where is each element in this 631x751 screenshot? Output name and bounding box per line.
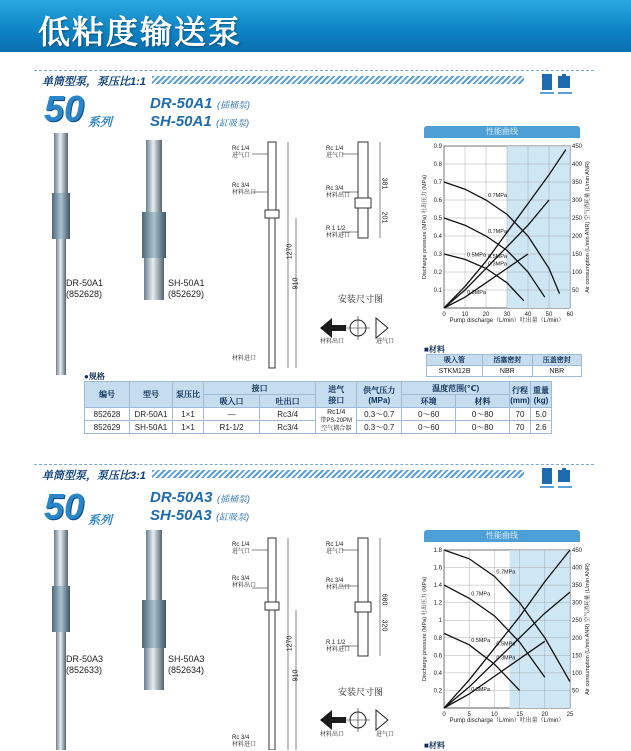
y-axis-label: Discharge pressure (MPa) 吐出压力 (MPa) (422, 576, 428, 682)
spec-head: 编号 (85, 382, 130, 408)
y2-tick-label: 350 (572, 583, 583, 590)
y-tick-label: 0.2 (433, 688, 442, 695)
page-title: 低粘度输送泵 (38, 13, 243, 51)
specs-table (84, 381, 552, 434)
y-tick-label: 1.8 (433, 548, 442, 554)
sh-inlet-label: R 1 1/2 材料进口 (326, 226, 351, 239)
dr-bottom-label: 材料进口 (232, 356, 257, 362)
dim-tube: 910 (292, 277, 300, 290)
x-tick-label: 50 (545, 312, 553, 318)
sh-pump-image (138, 530, 170, 690)
y2-tick-label: 200 (572, 234, 583, 240)
table-row: 852628 DR-50A1 1×1 — Rc3/4 Rc1/4 带PS-20PM 空气耦合器 0.3～0.7 0～60 0～80 70 5.0 (85, 408, 552, 421)
sh-pump-label: SH-50A1 (852629) (168, 278, 205, 299)
y2-tick-label: 450 (572, 144, 583, 150)
materials-col: 压盖密封 (532, 355, 581, 366)
y-tick-label: 0.6 (433, 198, 442, 204)
spec-head: 温度范围(℃) (402, 382, 510, 395)
y2-tick-label: 100 (572, 270, 583, 276)
spec-head: 行程 (mm) (510, 382, 531, 408)
sh-pump-image (138, 140, 170, 300)
x-tick-label: 0 (442, 312, 446, 318)
dr-air-inlet-label: Rc 1/4 进气口 (232, 146, 251, 159)
series-label: 0.7MPa (496, 569, 516, 576)
y-tick-label: 0.8 (433, 635, 442, 642)
y-tick-label: 0.5 (433, 216, 442, 222)
series-label: 0.3MPa (488, 261, 507, 268)
sh-outlet-label: Rc 3/4 材料出口 (326, 578, 351, 591)
y2-tick-label: 200 (572, 635, 583, 642)
chart-title: 性能曲线 (424, 530, 580, 542)
shaded-region (510, 550, 570, 708)
series-label: 0.7MPa (488, 193, 507, 199)
spec-head: 吸入口 (204, 395, 260, 408)
y2-tick-label: 150 (572, 653, 583, 660)
dr-pump-image (50, 133, 72, 375)
dim-tube: 910 (292, 669, 300, 682)
y-tick-label: 0.9 (433, 144, 442, 150)
y2-tick-label: 50 (572, 288, 579, 294)
materials-table (426, 354, 582, 377)
sh-dim-a: 680 (380, 593, 388, 606)
materials-cell: STKM12B (427, 366, 483, 377)
x-tick-label: 40 (524, 312, 532, 318)
y2-tick-label: 400 (572, 565, 583, 572)
sh-dim-b: 320 (380, 619, 388, 632)
series-label: 0.5MPa (471, 637, 491, 644)
performance-chart (420, 138, 592, 338)
performance-chart (420, 542, 592, 738)
materials-cell: NBR (532, 366, 581, 377)
sh-dim-b: 201 (380, 211, 388, 224)
y-tick-label: 1.4 (433, 583, 442, 590)
install-in-label: 进气口 (376, 732, 395, 738)
spec-head: 重量 (kg) (531, 382, 552, 408)
y2-tick-label: 250 (572, 618, 583, 625)
y-tick-label: 0.4 (433, 670, 442, 677)
section-divider (34, 70, 594, 71)
sh-air-inlet-label: Rc 1/4 进气口 (326, 542, 345, 555)
heading-hatch (152, 470, 524, 478)
sh-inlet-label: R 1 1/2 材料进口 (326, 640, 351, 653)
dr-outlet-label: Rc 3/4 材料出口 (232, 576, 257, 589)
y-tick-label: 0.6 (433, 653, 442, 660)
series-label: 0.5MPa (488, 254, 507, 261)
spec-head: 供气压力 (MPa) (357, 382, 402, 408)
y-tick-label: 0.8 (433, 162, 442, 168)
y-tick-label: 0.2 (433, 270, 442, 276)
series-word: 系列 (88, 513, 113, 527)
specs-heading: ●规格 (84, 372, 105, 381)
x-tick-label: 20 (482, 312, 490, 318)
install-out-label: 材料出口 (320, 732, 345, 738)
sh-outlet-label: Rc 3/4 材料出口 (326, 186, 351, 199)
install-in-label: 进气口 (376, 339, 395, 345)
y2-tick-label: 250 (572, 216, 583, 222)
materials-col: 活塞密封 (483, 355, 532, 366)
install-out-label: 材料出口 (320, 339, 345, 345)
x-axis-label: Pump discharge（L/min）吐出量（L/min） (449, 318, 565, 324)
dim-total: 1270 (286, 635, 294, 652)
y2-tick-label: 300 (572, 198, 583, 204)
model-sh-title: SH-50A1 (缸吸泵) (150, 113, 250, 130)
spec-head: 吐出口 (260, 395, 316, 408)
section-divider (34, 464, 594, 465)
y-tick-label: 0.4 (433, 234, 442, 240)
sh-pump-label: SH-50A3 (852634) (168, 654, 205, 675)
x-tick-label: 60 (566, 312, 574, 318)
x-tick-label: 25 (566, 712, 574, 718)
model-sh-title: SH-50A3 (缸吸泵) (150, 507, 250, 524)
series-label: 0.7MPa (471, 591, 491, 598)
series-label: 0.7MPa (488, 229, 507, 235)
section-heading: 单筒型泵，泵压比1:1 (42, 76, 146, 88)
shaded-region (507, 146, 570, 308)
series-word: 系列 (88, 115, 113, 129)
y2-axis-label: Air consumption (L/min ANR) 空气消耗量 (L/min ANR) (585, 161, 591, 293)
y2-tick-label: 400 (572, 162, 583, 168)
dim-total: 1270 (286, 243, 294, 260)
dr-pump-label: DR-50A1 (852628) (66, 278, 104, 299)
materials-heading: ■材料 (424, 345, 445, 354)
y-tick-label: 1 (438, 618, 442, 625)
y2-tick-label: 150 (572, 252, 583, 258)
model-dr-title: DR-50A1 (插桶泵) (150, 95, 250, 112)
y2-tick-label: 350 (572, 180, 583, 186)
section-heading: 单筒型泵，泵压比3:1 (42, 470, 146, 482)
sh-air-inlet-label: Rc 1/4 进气口 (326, 146, 345, 159)
y2-axis-label: Air consumption (L/min ANR) 空气消耗量 (L/min ANR) (585, 563, 591, 695)
series-label: 0.5MPa (467, 252, 486, 259)
materials-heading: ■材料 (424, 741, 445, 750)
material-icon (538, 72, 574, 96)
x-tick-label: 15 (516, 712, 523, 718)
table-row: 852629 SH-50A1 1×1 R1-1/2 Rc3/4 0.3～0.7 0～60 0～80 70 2.6 (85, 421, 552, 434)
install-title: 安装尺寸图 (338, 294, 384, 304)
series-label: 0.3MPa (471, 686, 491, 693)
series-number: 50 (44, 88, 85, 129)
y-tick-label: 0.3 (433, 252, 442, 258)
dr-outlet-label: Rc 3/4 材料出口 (232, 183, 257, 196)
series-number: 50 (44, 486, 85, 527)
dr-pump-label: DR-50A3 (852633) (66, 654, 104, 675)
spec-head: 进气 接口 (316, 382, 357, 408)
spec-head: 泵压比 (173, 382, 204, 408)
y2-tick-label: 300 (572, 600, 583, 607)
y-tick-label: 0.7 (433, 180, 442, 186)
spec-head: 环境 (402, 395, 456, 408)
x-tick-label: 5 (467, 712, 471, 718)
dr-bottom-label: Rc 3/4 材料进口 (232, 735, 257, 748)
spec-head: 材料 (456, 395, 510, 408)
x-tick-label: 30 (503, 312, 511, 318)
model-dr-title: DR-50A3 (插桶泵) (150, 489, 250, 506)
x-tick-label: 10 (491, 712, 498, 718)
y2-tick-label: 100 (572, 670, 583, 677)
x-tick-label: 10 (461, 312, 469, 318)
y-axis-label: Discharge pressure (MPa) 吐出压力 (MPa) (422, 174, 428, 280)
sh-dim-a: 381 (380, 177, 388, 190)
spec-head: 型号 (130, 382, 173, 408)
chart-title: 性能曲线 (424, 126, 580, 138)
y2-tick-label: 450 (572, 548, 583, 554)
spec-head: 接口 (204, 382, 316, 395)
dr-air-inlet-label: Rc 1/4 进气口 (232, 542, 251, 555)
install-title: 安装尺寸图 (338, 687, 384, 697)
y-tick-label: 0.1 (433, 288, 442, 294)
materials-cell: NBR (483, 366, 532, 377)
series-label: 0.3MPa (467, 290, 486, 297)
y-tick-label: 1.6 (433, 565, 442, 572)
x-tick-label: 0 (442, 712, 446, 718)
series-label: 0.5MPa (496, 641, 516, 648)
x-axis-label: Pump discharge（L/min）吐出量（L/min） (449, 718, 565, 724)
y-tick-label: 1.2 (433, 600, 442, 607)
x-tick-label: 20 (541, 712, 549, 718)
series-label: 0.3MPa (496, 655, 516, 662)
dr-pump-image (50, 530, 72, 750)
material-icon (538, 466, 574, 490)
materials-col: 吸入管 (427, 355, 483, 366)
heading-hatch (152, 76, 524, 84)
y2-tick-label: 50 (572, 688, 579, 695)
